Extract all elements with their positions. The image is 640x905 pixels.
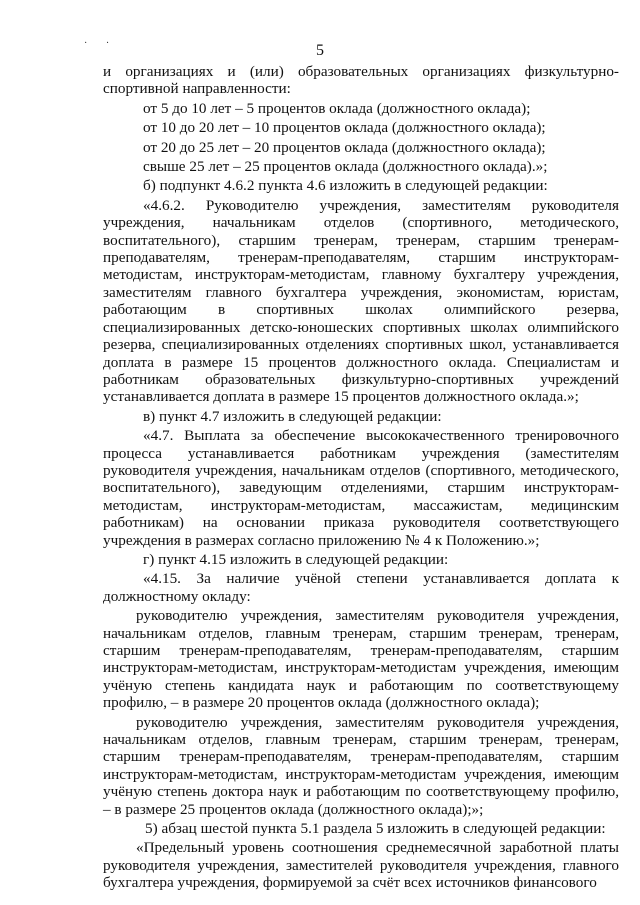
amendment-g-heading: г) пункт 4.15 изложить в следующей редакции: bbox=[143, 550, 449, 568]
amendment-5-heading: 5) абзац шестой пункта 5.1 раздела 5 изложить в следующей редакции: bbox=[145, 820, 606, 838]
document-body bbox=[103, 63, 619, 894]
clause-4-15: «4.15. За наличие учёной степени устанавливается доплата к должностному окладу: bbox=[103, 570, 619, 605]
paragraph-continuation: и организациях и (или) образовательных организациях физкультурно-спортивной направленности: bbox=[103, 63, 619, 98]
clause-4-7: «4.7. Выплата за обеспечение высококачественного тренировочного процесса устанавливается работникам учреждения (заместителям руководителя учреждения, начальникам отделов (спортивного, методического, воспитательного), заведующим отделениями, старшим инструкторам-методистам, инструкторам-методистам, массажистам, медицинским работникам) на основании приказа руководителя соответствующего учреждения в размерах согласно приложению № 4 к Положению.»; bbox=[103, 427, 619, 549]
scan-marks: · · bbox=[84, 38, 118, 49]
page-number: 5 bbox=[316, 42, 324, 59]
clause-4-15-doctor: руководителю учреждения, заместителям руководителя учреждения, начальникам отделов, главным тренерам, старшим тренерам, тренерам, старшим тренерам-преподавателям, тренерам-преподавателям, старшим инструкторам-методистам, инструкторам-методистам учреждения, имеющим учёную степень доктора наук и работающим по соответствующему профилю, – в размере 25 процентов оклада (должностного оклада);»; bbox=[103, 713, 619, 818]
list-item-10-20-years: от 10 до 20 лет – 10 процентов оклада (должностного оклада); bbox=[143, 119, 546, 137]
list-item-5-10-years: от 5 до 10 лет – 5 процентов оклада (должностного оклада); bbox=[143, 99, 531, 117]
clause-5-1-text: «Предельный уровень соотношения среднемесячной заработной платы руководителя учреждения, заместителей руководителя учреждения, главного бухгалтера учреждения, формируемой за счёт всех источников финансового bbox=[103, 839, 619, 892]
amendment-b-heading: б) подпункт 4.6.2 пункта 4.6 изложить в следующей редакции: bbox=[143, 177, 548, 195]
clause-4-15-candidate: руководителю учреждения, заместителям руководителя учреждения, начальникам отделов, главным тренерам, старшим тренерам, тренерам, старшим тренерам-преподавателям, тренерам-преподавателям, старшим инструкторам-методистам, инструкторам-методистам учреждения, имеющим учёную степень кандидата наук и работающим по соответствующему профилю, – в размере 20 процентов оклада (должностного оклада); bbox=[103, 607, 619, 712]
list-item-over-25-years: свыше 25 лет – 25 процентов оклада (должностного оклада).»; bbox=[143, 158, 548, 176]
list-item-20-25-years: от 20 до 25 лет – 20 процентов оклада (должностного оклада); bbox=[143, 138, 546, 156]
amendment-v-heading: в) пункт 4.7 изложить в следующей редакции: bbox=[143, 407, 442, 425]
clause-4-6-2: «4.6.2. Руководителю учреждения, заместителям руководителя учреждения, начальникам отделов (спортивного, методического, воспитательного), старшим тренерам, тренерам, старшим тренерам-преподавателям, тренерам-преподавателям, старшим инструкторам-методистам, инструкторам-методистам, главному бухгалтеру учреждения, заместителям главного бухгалтера учреждения, экономистам, юристам, работающим в спортивных школах олимпийского резерва, специализированных детско-юношеских спортивных школах олимпийского резерва, специализированных отделениях спортивных школ, устанавливается доплата в размере 15 процентов должностного оклада. Специалистам и работникам образовательных физкультурно-спортивных учреждений устанавливается доплата в размере 15 процентов должностного оклада.»; bbox=[103, 196, 619, 406]
